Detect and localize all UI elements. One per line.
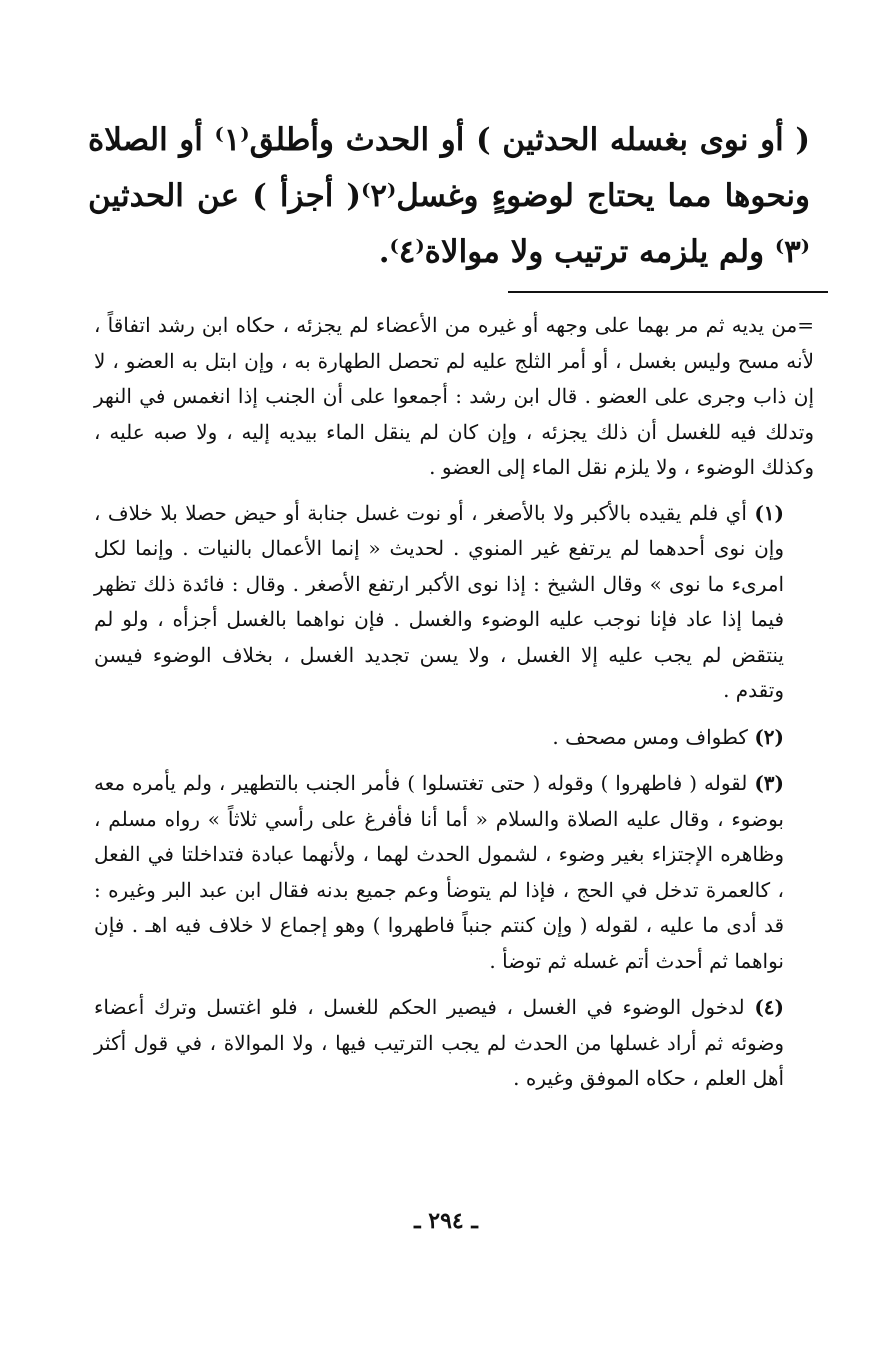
footnote-separator — [508, 291, 828, 293]
main-text: ( أو نوى بغسله الحدثين ) أو الحدث وأطلق⁽١⁾ أو الصلاة ونحوها مما يحتاج لوضوءٍ وغسل⁽٢⁾( أجزأ ) عن الحدثين ⁽٣⁾ ولم يلزمه ترتيب ولا موالاة⁽٤⁾. — [88, 122, 810, 270]
footnote-2 — [94, 720, 814, 756]
footnote-text: كطواف ومس مصحف . — [552, 724, 748, 749]
page-number: ـ ٢٩٤ ـ — [414, 1208, 478, 1234]
footnote-text: لدخول الوضوء في الغسل ، فيصير الحكم للغسل ، فلو اغتسل وترك أعضاء وضوئه ثم أراد غسلها من الحدث لم يجب الترتيب فيها ، ولا الموالاة ، في قول أكثر أهل العلم ، حكاه الموفق وغيره . — [94, 995, 784, 1090]
footnote-number: (٢) — [754, 724, 784, 749]
footnote-text: لقوله ( فاطهروا ) وقوله ( حتى تغتسلوا ) فأمر الجنب بالتطهير ، ولم يأمره معه بوضوء ، وقال عليه الصلاة والسلام « أما أنا فأفرغ على رأسي ثلاثاً » رواه مسلم ، وظاهره الإجتزاء بغير وضوء ، لشمول الحدث لهما ، ولأنهما عبادة فتداخلتا في الفعل ، كالعمرة تدخل في الحج ، فإذا لم يتوضأ وعم جميع بدنه فقال ابن عبد البر وغيره : قد أدى ما عليه ، لقوله ( وإن كنتم جنباً فاطهروا ) وهو إجماع لا خلاف فيه اهـ . فإن نواهما ثم أحدث أتم غسله ثم توضأ . — [94, 771, 784, 973]
footnote-1 — [94, 496, 814, 709]
footnote-text: أي فلم يقيده بالأكبر ولا بالأصغر ، أو نوت غسل جنابة أو حيض حصلا بلا خلاف ، وإن نوى أحدهما لم يرتفع غير المنوي . لحديث « إنما الأعمال بالنيات . وإنما لكل امرىء ما نوى » وقال الشيخ : إذا نوى الأكبر ارتفع الأصغر . وقال : فائدة ذلك تظهر فيما إذا عاد فإنا نوجب عليه الوضوء والغسل . فإن نواهما بالغسل أجزأه ، ولو لم ينتقض لم يجب عليه إلا الغسل ، ولا يسن تجديد الغسل ، بخلاف الوضوء فيسن وتقدم . — [94, 500, 784, 702]
footnote-4 — [94, 990, 814, 1097]
footnote-continuation: =من يديه ثم مر بهما على وجهه أو غيره من الأعضاء لم يجزئه ، حكاه ابن رشد اتفاقاً ، لأنه مسح وليس بغسل ، أو أمر الثلج عليه لم تحصل الطهارة به ، وإن ابتل به العضو ، لا إن ذاب وجرى على العضو . قال ابن رشد : أجمعوا على أن الجنب إذا انغمس في النهر وتدلك فيه للغسل أن ذلك يجزئه ، وإن كان لم ينقل الماء بيديه إليه ، ولا صبه عليه ، وكذلك الوضوء ، ولا يلزم نقل الماء إلى العضو . — [94, 313, 814, 479]
footnote-3 — [94, 766, 814, 979]
footnote-number: (٣) — [754, 771, 785, 795]
footnotes — [94, 308, 814, 1108]
footnote-number: (٤) — [754, 995, 784, 1019]
footnote-number: (١) — [754, 500, 785, 525]
